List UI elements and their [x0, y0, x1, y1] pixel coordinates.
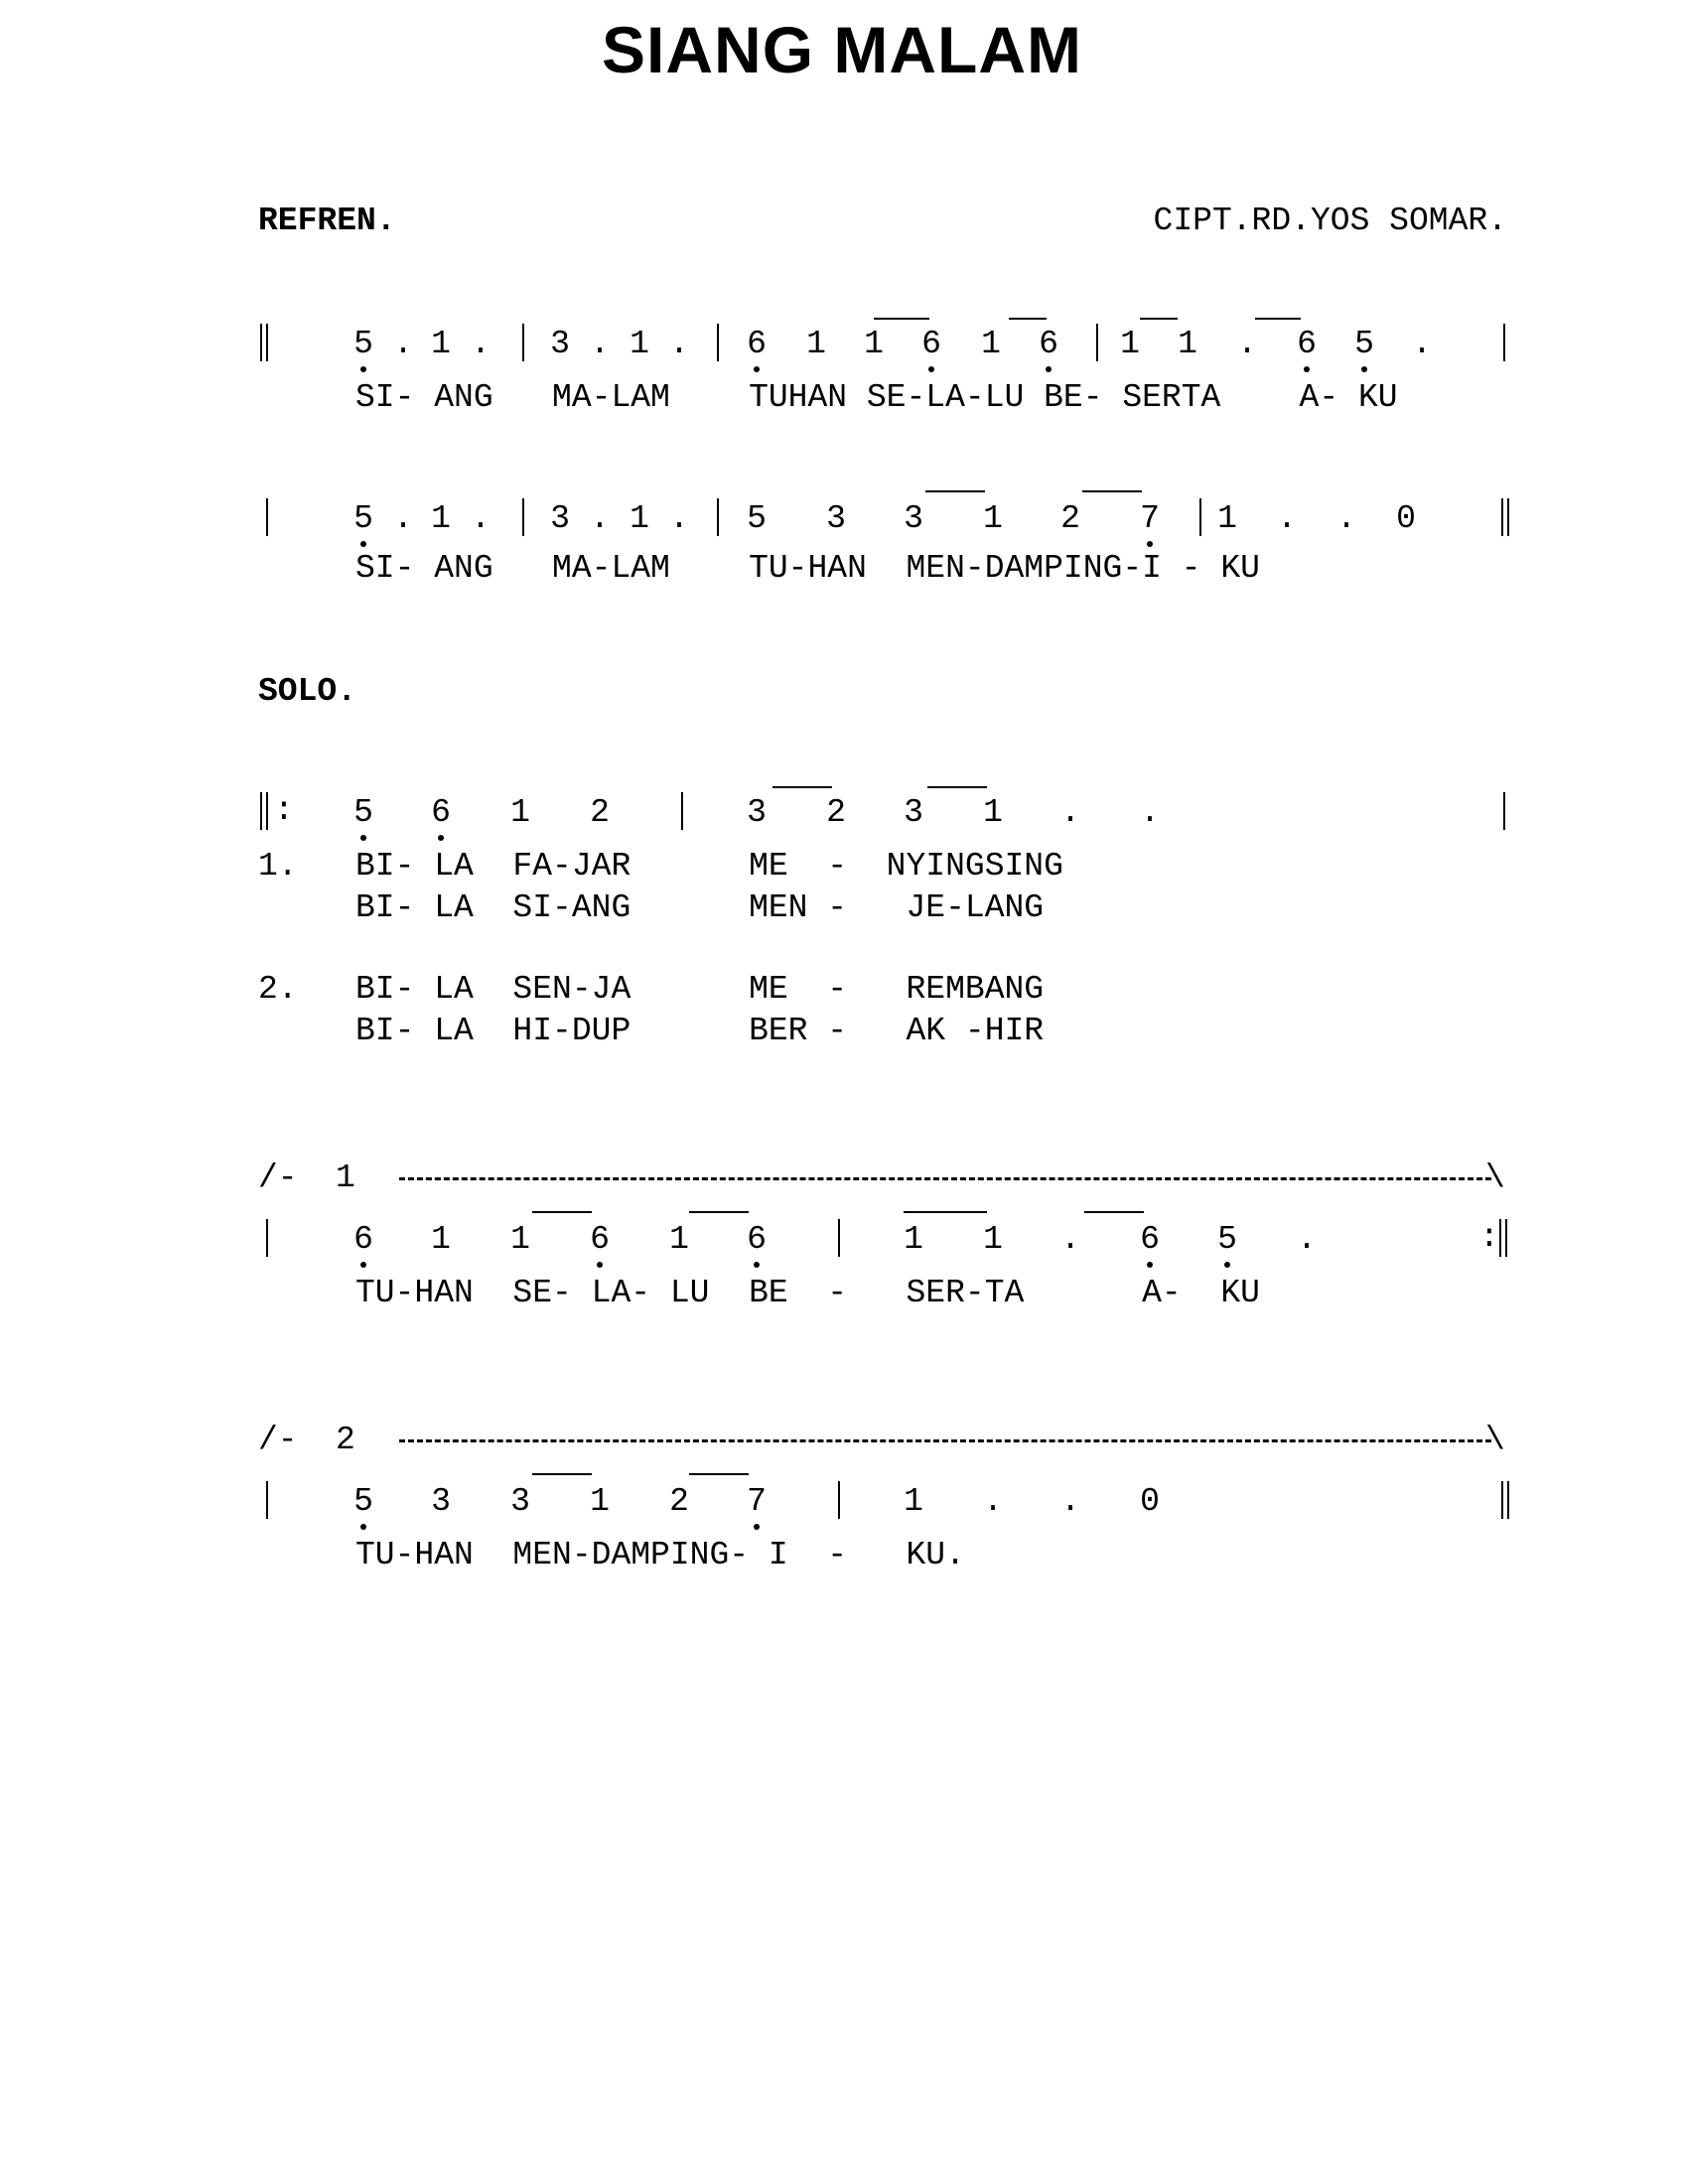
note: 1 [510, 794, 530, 831]
note: 3 [550, 326, 570, 362]
note: 2 [590, 794, 610, 831]
rest-dot: . [1277, 500, 1297, 537]
note: 6 [744, 1223, 770, 1256]
barline [522, 498, 524, 536]
note: 5 [1351, 328, 1377, 360]
start-double-barline [260, 324, 268, 361]
note: 7 [744, 1485, 770, 1518]
rest-dot: . [1060, 794, 1080, 831]
note: 3 [747, 794, 767, 831]
note: 2 [1060, 500, 1080, 537]
song-title: SIANG MALAM [602, 13, 1082, 86]
note: 6 [1137, 1223, 1163, 1256]
note: 1 [983, 500, 1003, 537]
note: 1 [590, 1483, 610, 1520]
solo-heading: SOLO. [258, 673, 357, 710]
barline [1096, 324, 1098, 361]
end-double-barline [1501, 1481, 1509, 1519]
barline [522, 324, 524, 361]
note: 1 [1178, 326, 1197, 362]
rest-dot: . [471, 326, 491, 362]
end-double-barline [1501, 498, 1509, 536]
rest-dot: . [1412, 326, 1432, 362]
rest-dot: . [590, 500, 610, 537]
repeat-end-barline [1499, 1219, 1507, 1257]
barline [717, 498, 719, 536]
rest-dot: . [1297, 1221, 1317, 1258]
barline [266, 1481, 268, 1519]
repeat-start-barline [260, 792, 268, 830]
note: 1 [630, 500, 649, 537]
repeat-colon: : [274, 792, 294, 829]
note: 1 [981, 326, 1001, 362]
end-barline [1503, 324, 1505, 361]
rest-dot: . [1060, 1221, 1080, 1258]
note: 1 [904, 1483, 923, 1520]
volta-dashes [399, 1177, 1491, 1180]
rest-dot: . [393, 500, 413, 537]
volta-number: 1 [336, 1160, 355, 1196]
repeat-colon: : [1479, 1219, 1499, 1256]
rest-dot: . [471, 500, 491, 537]
note: 1 [1217, 500, 1237, 537]
lyric-line: SI- ANG MA-LAM TU-HAN MEN-DAMPING-I - KU [355, 550, 1260, 587]
end-barline [1503, 792, 1505, 830]
note: 2 [669, 1483, 689, 1520]
rest-dot: . [983, 1483, 1003, 1520]
beam [927, 786, 987, 788]
beam [1084, 1211, 1144, 1213]
rest-dot: . [590, 326, 610, 362]
lyric-line: SI- ANG MA-LAM TUHAN SE-LA-LU BE- SERTA A- KU [355, 379, 1398, 416]
note: 2 [826, 794, 846, 831]
beam [532, 1211, 592, 1213]
note: 1 [669, 1221, 689, 1258]
beam [1255, 318, 1301, 320]
lyric-line: TU-HAN MEN-DAMPING- I - KU. [355, 1537, 965, 1573]
barline [717, 324, 719, 361]
note: 1 [806, 326, 826, 362]
rest-dot: . [1140, 794, 1160, 831]
note: 1 [431, 500, 451, 537]
volta-close: \ [1485, 1422, 1505, 1458]
volta-number: 2 [336, 1422, 355, 1458]
lyric-line: BI- LA SEN-JA ME - REMBANG [355, 971, 1045, 1008]
note: 3 [826, 500, 846, 537]
lyric-line: BI- LA HI-DUP BER - AK -HIR [355, 1013, 1045, 1049]
note: 1 [983, 794, 1003, 831]
note: 5 [747, 500, 767, 537]
note: 6 [744, 328, 770, 360]
rest-dot: . [669, 326, 689, 362]
composer-credit: CIPT.RD.YOS SOMAR. [1153, 203, 1507, 239]
rest-dot: . [669, 500, 689, 537]
note: 3 [510, 1483, 530, 1520]
note: 1 [630, 326, 649, 362]
note: 1 [510, 1221, 530, 1258]
note: 5 [351, 796, 376, 829]
note: 6 [1036, 328, 1061, 360]
rest-dot: . [393, 326, 413, 362]
verse-number: 2. [258, 971, 298, 1008]
rest-dot: . [1060, 1483, 1080, 1520]
note: 1 [431, 1221, 451, 1258]
rest-dot: . [1237, 326, 1257, 362]
beam [532, 1473, 592, 1475]
refren-heading: REFREN. [258, 203, 396, 239]
note: 0 [1140, 1483, 1160, 1520]
note: 3 [904, 794, 923, 831]
note: 5 [1214, 1223, 1240, 1256]
note: 6 [587, 1223, 613, 1256]
note: 5 [351, 1485, 376, 1518]
verse-number: 1. [258, 848, 298, 885]
note: 1 [983, 1221, 1003, 1258]
note: 3 [431, 1483, 451, 1520]
note: 6 [1294, 328, 1320, 360]
beam [772, 786, 832, 788]
beam [1082, 490, 1142, 492]
note: 6 [918, 328, 944, 360]
beam [1140, 318, 1178, 320]
barline [681, 792, 683, 830]
note: 3 [550, 500, 570, 537]
note: 0 [1396, 500, 1416, 537]
barline [838, 1219, 840, 1257]
volta-dashes [399, 1439, 1491, 1442]
barline [266, 498, 268, 536]
note: 3 [904, 500, 923, 537]
volta-open: /- [258, 1422, 298, 1458]
beam [874, 318, 929, 320]
note: 1 [1120, 326, 1140, 362]
note: 7 [1137, 502, 1163, 535]
note: 5 [351, 502, 376, 535]
barline [1199, 498, 1201, 536]
beam [904, 1211, 987, 1213]
beam [925, 490, 985, 492]
note: 1 [904, 1221, 923, 1258]
lyric-line: BI- LA FA-JAR ME - NYINGSING [355, 848, 1063, 885]
volta-close: \ [1485, 1160, 1505, 1196]
beam [1009, 318, 1047, 320]
barline [838, 1481, 840, 1519]
note: 6 [428, 796, 454, 829]
note: 1 [864, 326, 884, 362]
lyric-line: BI- LA SI-ANG MEN - JE-LANG [355, 889, 1045, 926]
rest-dot: . [1336, 500, 1356, 537]
note: 5 [351, 328, 376, 360]
note: 1 [431, 326, 451, 362]
lyric-line: TU-HAN SE- LA- LU BE - SER-TA A- KU [355, 1275, 1260, 1311]
beam [689, 1473, 749, 1475]
note: 6 [351, 1223, 376, 1256]
beam [689, 1211, 749, 1213]
volta-open: /- [258, 1160, 298, 1196]
barline [266, 1219, 268, 1257]
